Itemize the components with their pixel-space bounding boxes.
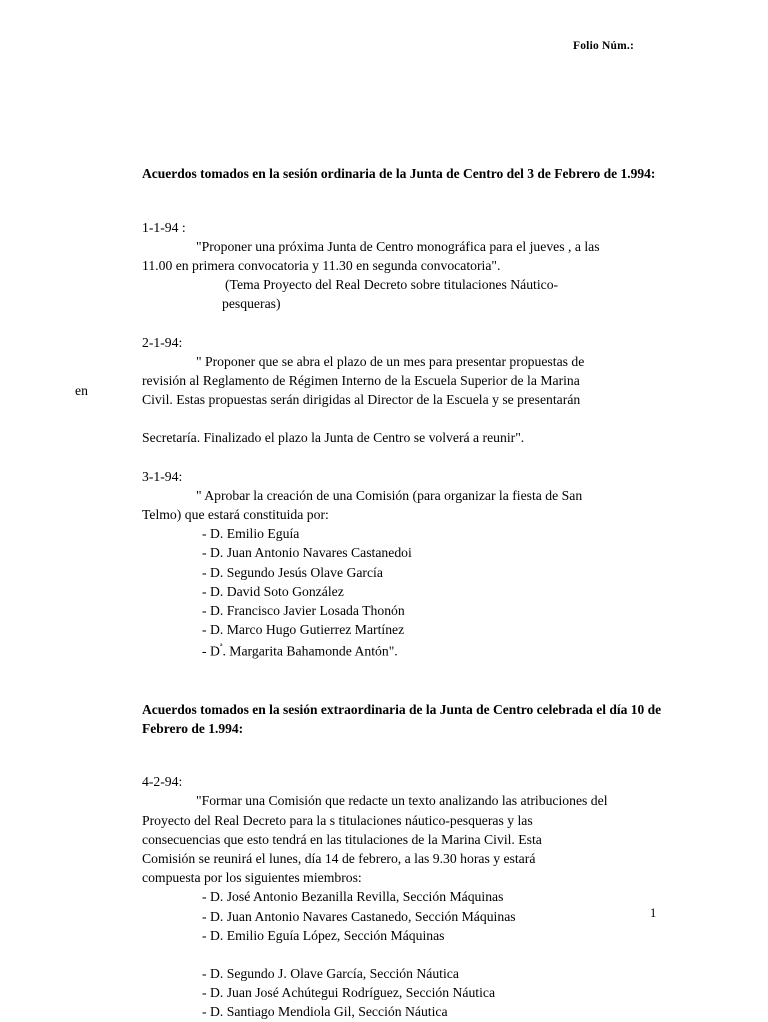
folio-number-label: Folio Núm.: — [573, 40, 634, 52]
commission-member: - D. Marco Hugo Gutierrez Martínez — [202, 622, 405, 638]
agreement-4-2-94-line-1: "Formar una Comisión que redacte un texto analizando las atribuciones del — [196, 793, 608, 809]
document-body — [142, 165, 662, 1022]
spacer — [142, 184, 662, 218]
agreement-ref-3-1-94: 3-1-94: — [142, 468, 183, 484]
commission-member: - D. Segundo J. Olave García, Sección Náutica — [202, 965, 459, 981]
agreement-4-2-94-line-4: Comisión se reunirá el lunes, día 14 de febrero, a las 9.30 horas y estará — [142, 850, 536, 866]
commission-member: - D. Juan Antonio Navares Castanedo, Sección Máquinas — [202, 908, 516, 924]
commission-member: - D. Juan José Achútegui Rodríguez, Sección Náutica — [202, 985, 496, 1001]
commission-member: - D. Juan Antonio Navares Castanedoi — [202, 545, 412, 561]
commission-member: - D. Francisco Javier Losada Thonón — [202, 602, 405, 618]
agreement-1-1-94-line-3: (Tema Proyecto del Real Decreto sobre titulaciones Náutico- — [225, 277, 559, 293]
agreement-1-1-94-line-4: pesqueras) — [222, 296, 281, 312]
commission-member: - D. José Antonio Bezanilla Revilla, Sección Máquinas — [202, 889, 504, 905]
agreement-3-1-94-line-2: Telmo) que estará constituida por: — [142, 506, 329, 522]
spacer — [142, 409, 662, 428]
agreement-ref-4-2-94: 4-2-94: — [142, 774, 183, 790]
agreement-1-1-94-line-1: "Proponer una próxima Junta de Centro monográfica para el jueves , a las — [196, 238, 600, 254]
spacer — [142, 738, 662, 772]
agreement-2-1-94-line-4: Secretaría. Finalizado el plazo la Junta de Centro se volverá a reunir". — [142, 430, 525, 446]
spacer — [142, 661, 662, 701]
agreement-1-1-94-line-2: 11.00 en primera convocatoria y 11.30 en segunda convocatoria". — [142, 257, 501, 273]
spacer — [142, 314, 662, 333]
member-name-rest: . Margarita Bahamonde Antón". — [222, 643, 398, 659]
spacer — [142, 448, 662, 467]
agreement-ref-2-1-94: 2-1-94: — [142, 334, 183, 350]
agreement-ref-1-1-94: 1-1-94 : — [142, 219, 186, 235]
agreement-2-1-94-line-1: " Proponer que se abra el plazo de un mes para presentar propuestas de — [196, 353, 585, 369]
margin-stray-word: en — [75, 383, 88, 398]
agreement-4-2-94-line-3: consecuencias que esto tendrá en las titulaciones de la Marina Civil. Esta — [142, 831, 542, 847]
member-title-prefix: - D — [202, 643, 220, 659]
commission-member: - D. Segundo Jesús Olave García — [202, 564, 383, 580]
feminine-ordinal-indicator: ª — [219, 643, 223, 654]
commission-member — [142, 639, 662, 661]
agreement-2-1-94-line-3: Civil. Estas propuestas serán dirigidas al Director de la Escuela y se presentarán — [142, 392, 581, 408]
commission-member: - D. Santiago Mendiola Gil, Sección Náutica — [202, 1004, 448, 1020]
agreement-3-1-94-line-1: " Aprobar la creación de una Comisión (para organizar la fiesta de San — [196, 487, 583, 503]
section-heading-extraordinaria: Acuerdos tomados en la sesión extraordinaria de la Junta de Centro celebrada el día 10 de Febrero de 1.994: — [142, 702, 662, 736]
agreement-4-2-94-line-2: Proyecto del Real Decreto para la s titulaciones náutico-pesqueras y las — [142, 812, 533, 828]
commission-member: - D. Emilio Eguía — [202, 526, 300, 542]
commission-member: - D. David Soto González — [202, 583, 344, 599]
agreement-2-1-94-line-2: revisión al Reglamento de Régimen Interno de la Escuela Superior de la Marina — [142, 372, 580, 388]
agreement-4-2-94-line-5: compuesta por los siguientes miembros: — [142, 870, 362, 886]
section-heading-ordinaria: Acuerdos tomados en la sesión ordinaria de la Junta de Centro del 3 de Febrero de 1.994: — [142, 166, 656, 181]
page-number: 1 — [650, 906, 657, 920]
commission-member: - D. Emilio Eguía López, Sección Máquinas — [202, 927, 445, 943]
spacer — [142, 945, 662, 964]
